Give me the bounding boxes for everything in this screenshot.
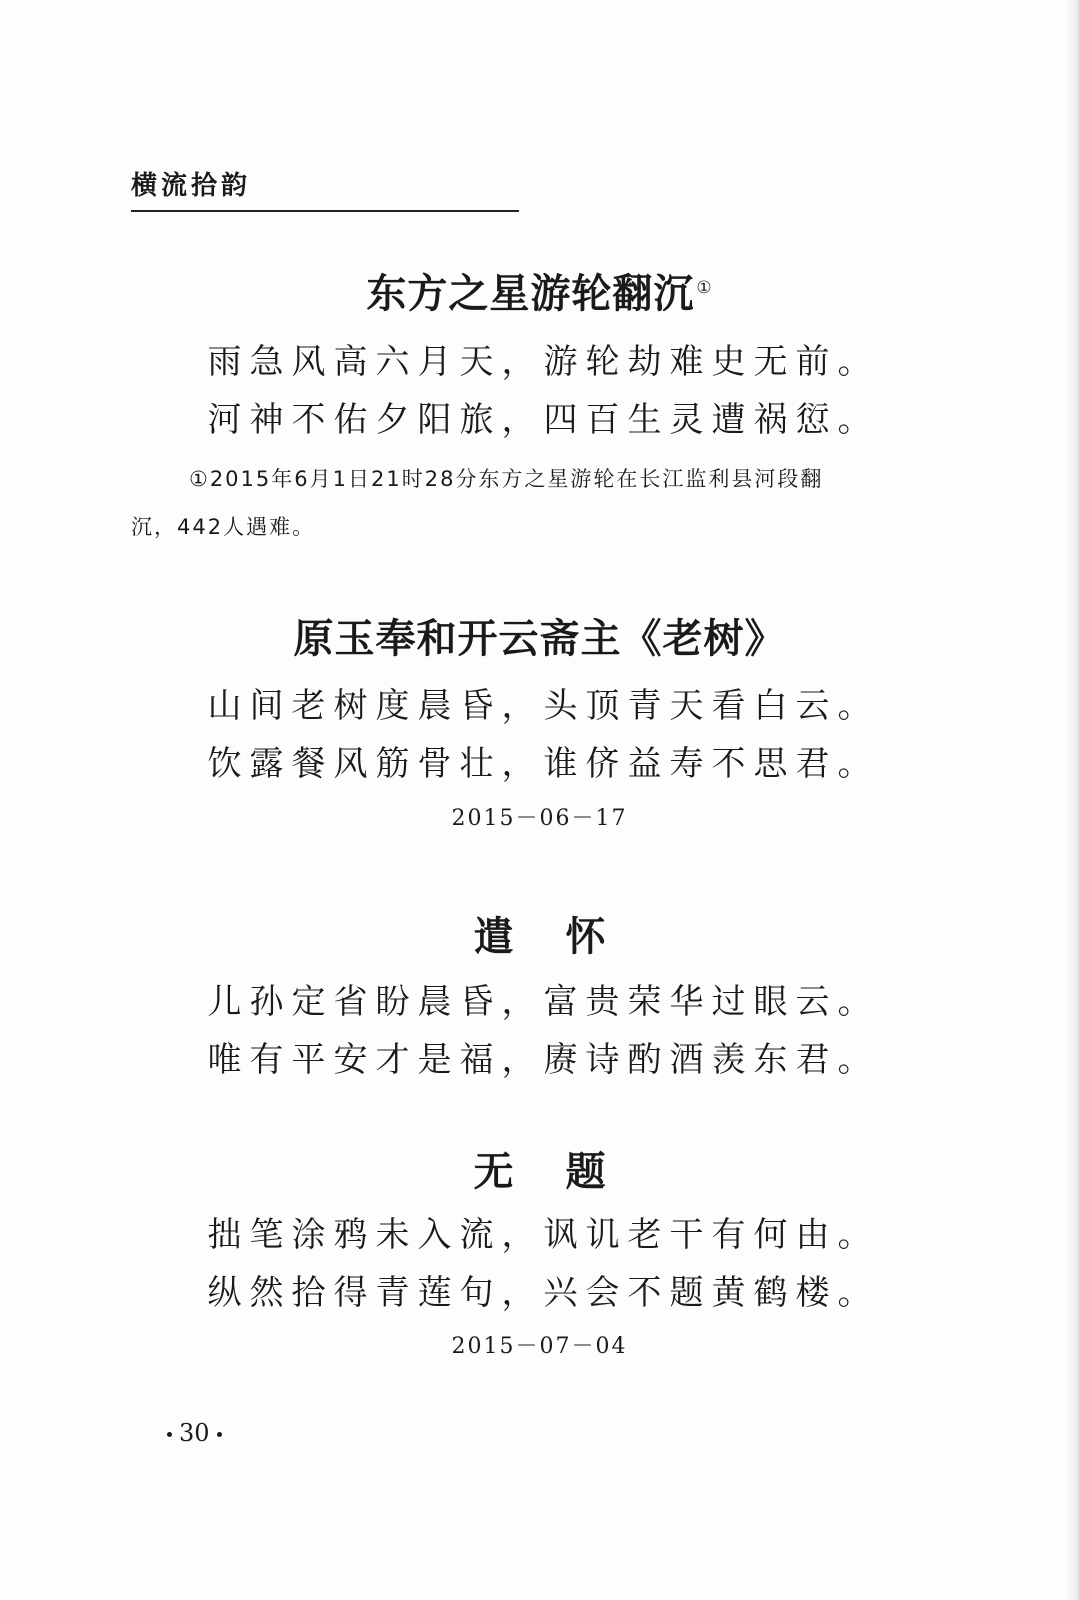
- footnote-marker: ①: [696, 277, 713, 298]
- poem-2-line-1: 山间老树度晨昏，头顶青天看白云。: [207, 686, 880, 726]
- page-number-text: 30: [179, 1419, 210, 1447]
- poem-3-line-1: 儿孙定省盼晨昏，富贵荣华过眼云。: [207, 982, 880, 1022]
- bullet-dot-icon: [217, 1432, 222, 1437]
- poem-title-3: 遣怀: [473, 913, 658, 960]
- poem-4-line-1: 拙笔涂鸦未入流，讽讥老干有何由。: [207, 1215, 880, 1255]
- bullet-dot-icon: [167, 1432, 172, 1437]
- poem-title-4: 无题: [473, 1148, 658, 1195]
- poem-4-line-2: 纵然拾得青莲句，兴会不题黄鹤楼。: [207, 1273, 880, 1313]
- poem-1-line-1: 雨急风高六月天，游轮劫难史无前。: [207, 342, 880, 382]
- running-head: 横流拾韵: [131, 168, 519, 212]
- page-number: [160, 1418, 229, 1448]
- poem-title-2: 原玉奉和开云斋主《老树》: [293, 615, 786, 662]
- poem-3-line-2: 唯有平安才是福，赓诗酌酒羡东君。: [207, 1040, 880, 1080]
- poem-1-line-2: 河神不佑夕阳旅，四百生灵遭祸愆。: [207, 400, 880, 440]
- footnote-line-1: ①2015年6月1日21时28分东方之星游轮在长江监利县河段翻: [189, 467, 824, 491]
- poem-2-date: 2015－06－17: [451, 806, 628, 831]
- poem-2-line-2: 饮露餐风筋骨壮，谁侪益寿不思君。: [207, 744, 880, 784]
- footnote-line-2: 沉，442人遇难。: [131, 515, 316, 539]
- poem-title-1: [0, 270, 1079, 318]
- poem-title-1-text: 东方之星游轮翻沉: [366, 270, 695, 317]
- footnote: [131, 455, 951, 551]
- poem-4-date: 2015－07－04: [451, 1334, 628, 1359]
